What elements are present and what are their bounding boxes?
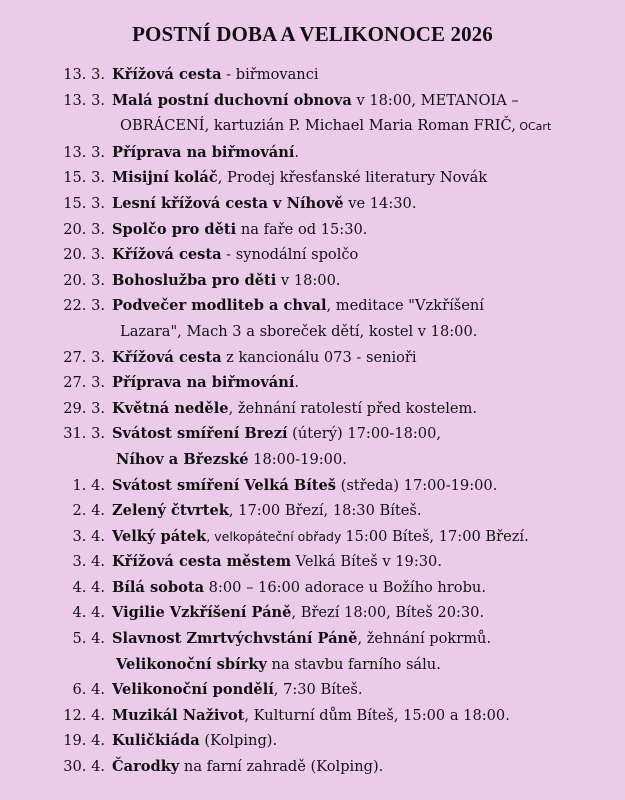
event-date: 3. 4. bbox=[72, 553, 105, 571]
event-content bbox=[112, 626, 625, 652]
event-row bbox=[0, 626, 625, 652]
event-row bbox=[0, 498, 625, 524]
event-name: Spolčo pro děti bbox=[112, 220, 237, 238]
event-content bbox=[112, 703, 625, 729]
event-content bbox=[112, 242, 625, 268]
event-date: 15. 3. bbox=[63, 194, 105, 212]
event-row bbox=[0, 217, 625, 243]
event-row bbox=[0, 728, 625, 754]
event-row bbox=[0, 140, 625, 166]
event-list bbox=[0, 62, 625, 780]
page-title: POSTNÍ DOBA A VELIKONOCE 2026 bbox=[132, 22, 493, 46]
event-continuation bbox=[0, 652, 625, 678]
event-row bbox=[0, 396, 625, 422]
event-content bbox=[112, 677, 625, 703]
event-detail: Velká Bíteš v 19:30. bbox=[291, 553, 442, 571]
event-continuation bbox=[0, 319, 625, 345]
event-detail-continued: na stavbu farního sálu. bbox=[266, 655, 441, 673]
event-name-continued: Níhov a Březské bbox=[116, 450, 249, 468]
event-row bbox=[0, 421, 625, 447]
event-name: Příprava na biřmování bbox=[112, 143, 295, 161]
event-row bbox=[0, 754, 625, 780]
event-name: Malá postní duchovní obnova bbox=[112, 91, 352, 109]
event-content bbox=[112, 293, 625, 319]
event-name: Svátost smíření Brezí bbox=[112, 425, 288, 443]
event-row bbox=[0, 600, 625, 626]
event-detail: (úterý) 17:00-18:00, bbox=[287, 425, 442, 443]
event-detail: , Prodej křesťanské literatury Novák bbox=[217, 169, 488, 187]
event-date: 4. 4. bbox=[72, 578, 105, 596]
event-row bbox=[0, 268, 625, 294]
event-name: Křížová cesta bbox=[112, 348, 222, 366]
event-detail: , Kulturní dům Bíteš, 15:00 a 18:00. bbox=[244, 706, 510, 724]
event-name: Křížová cesta bbox=[112, 246, 222, 264]
event-row bbox=[0, 293, 625, 319]
event-row bbox=[0, 575, 625, 601]
event-content bbox=[112, 62, 625, 88]
event-detail: 8:00 – 16:00 adorace u Božího hrobu. bbox=[204, 578, 486, 596]
event-content bbox=[112, 268, 625, 294]
event-content bbox=[112, 140, 625, 166]
event-content bbox=[112, 524, 625, 550]
event-name: Vigilie Vzkříšení Páně bbox=[112, 604, 292, 622]
event-detail: , žehnání ratolestí před kostelem. bbox=[228, 399, 477, 417]
event-name: Velikonoční pondělí bbox=[112, 681, 274, 699]
event-content bbox=[112, 473, 625, 499]
event-date: 27. 3. bbox=[63, 348, 105, 366]
event-date: 2. 4. bbox=[72, 502, 105, 520]
event-detail: (středa) 17:00-19:00. bbox=[335, 476, 498, 494]
event-name: Slavnost Zmrtvýchvstání Páně bbox=[112, 630, 358, 648]
event-date: 12. 4. bbox=[63, 706, 105, 724]
event-date: 20. 3. bbox=[63, 220, 105, 238]
event-continuation bbox=[0, 113, 625, 140]
event-content bbox=[112, 217, 625, 243]
event-detail: , meditace "Vzkříšení bbox=[326, 297, 484, 315]
event-date: 13. 3. bbox=[63, 66, 105, 83]
event-row bbox=[0, 191, 625, 217]
event-detail-tiny: OCart bbox=[515, 120, 552, 134]
event-row bbox=[0, 473, 625, 499]
event-content bbox=[112, 498, 625, 524]
event-date: 22. 3. bbox=[63, 297, 105, 315]
event-detail: . bbox=[294, 143, 300, 161]
event-content bbox=[112, 575, 625, 601]
event-date: 30. 4. bbox=[63, 758, 105, 776]
event-content bbox=[112, 191, 625, 217]
event-name: Kuličkiáda bbox=[112, 732, 200, 750]
event-content bbox=[112, 88, 625, 114]
event-detail: , Březí 18:00, Bíteš 20:30. bbox=[291, 604, 485, 622]
event-detail-small: , velkopáteční obřady bbox=[206, 528, 346, 544]
event-detail-continued: OBRÁCENÍ, kartuzián P. Michael Maria Roman FRIČ, bbox=[120, 117, 516, 135]
event-name: Čarodky bbox=[112, 758, 180, 776]
event-name: Podvečer modliteb a chval bbox=[112, 297, 327, 315]
event-content bbox=[112, 345, 625, 371]
event-detail: , žehnání pokrmů. bbox=[357, 630, 492, 648]
event-date: 6. 4. bbox=[72, 681, 105, 699]
event-content bbox=[112, 165, 625, 191]
event-name: Svátost smíření Velká Bíteš bbox=[112, 476, 336, 494]
event-detail: 15:00 Bíteš, 17:00 Březí. bbox=[345, 527, 529, 545]
event-date: 3. 4. bbox=[72, 527, 105, 545]
event-date: 27. 3. bbox=[63, 374, 105, 392]
event-date: 31. 3. bbox=[63, 425, 105, 443]
event-name: Křížová cesta městem bbox=[112, 553, 292, 571]
event-name: Květná neděle bbox=[112, 399, 229, 417]
event-detail: na faře od 15:30. bbox=[236, 220, 368, 238]
event-detail: - biřmovanci bbox=[221, 66, 319, 83]
event-name: Bílá sobota bbox=[112, 578, 205, 596]
event-content bbox=[112, 370, 625, 396]
event-detail: v 18:00. bbox=[276, 271, 341, 289]
event-date: 19. 4. bbox=[63, 732, 105, 750]
event-name: Zelený čtvrtek bbox=[112, 502, 229, 520]
event-name: Velký pátek bbox=[112, 527, 207, 545]
event-date: 13. 3. bbox=[63, 91, 105, 109]
event-name: Příprava na biřmování bbox=[112, 374, 295, 392]
event-date: 4. 4. bbox=[72, 604, 105, 622]
event-detail: . bbox=[294, 374, 300, 392]
event-detail: , 7:30 Bíteš. bbox=[273, 681, 363, 699]
event-name: Bohoslužba pro děti bbox=[112, 271, 277, 289]
event-row bbox=[0, 549, 625, 575]
event-row bbox=[0, 88, 625, 114]
event-name: Misijní koláč bbox=[112, 169, 218, 187]
event-row bbox=[0, 703, 625, 729]
event-detail-continued: Lazara", Mach 3 a sboreček dětí, kostel v 18:00. bbox=[120, 322, 478, 340]
event-content bbox=[112, 421, 625, 447]
event-name-continued: Velikonoční sbírky bbox=[116, 655, 267, 673]
event-detail: z kancionálu 073 - senioři bbox=[221, 348, 417, 366]
event-row bbox=[0, 370, 625, 396]
event-detail: ve 14:30. bbox=[343, 194, 417, 212]
event-row bbox=[0, 62, 625, 88]
event-detail: , 17:00 Březí, 18:30 Bíteš. bbox=[228, 502, 422, 520]
event-detail-continued: 18:00-19:00. bbox=[248, 450, 347, 468]
event-content bbox=[112, 728, 625, 754]
event-continuation bbox=[0, 447, 625, 473]
event-content bbox=[112, 600, 625, 626]
event-detail: - synodální spolčo bbox=[221, 246, 359, 264]
event-detail: na farní zahradě (Kolping). bbox=[179, 758, 384, 776]
event-detail: v 18:00, METANOIA – bbox=[351, 91, 519, 109]
event-date: 15. 3. bbox=[63, 169, 105, 187]
event-content bbox=[112, 549, 625, 575]
event-name: Křížová cesta bbox=[112, 66, 222, 83]
event-content bbox=[112, 396, 625, 422]
event-date: 1. 4. bbox=[72, 476, 105, 494]
event-row bbox=[0, 165, 625, 191]
event-date: 29. 3. bbox=[63, 399, 105, 417]
event-date: 20. 3. bbox=[63, 246, 105, 264]
event-row bbox=[0, 524, 625, 550]
event-name: Muzikál Naživot bbox=[112, 706, 245, 724]
event-name: Lesní křížová cesta v Níhově bbox=[112, 194, 344, 212]
event-content bbox=[112, 754, 625, 780]
event-row bbox=[0, 345, 625, 371]
event-date: 5. 4. bbox=[72, 630, 105, 648]
event-row bbox=[0, 242, 625, 268]
event-date: 20. 3. bbox=[63, 271, 105, 289]
event-date: 13. 3. bbox=[63, 143, 105, 161]
event-row bbox=[0, 677, 625, 703]
event-detail: (Kolping). bbox=[199, 732, 278, 750]
